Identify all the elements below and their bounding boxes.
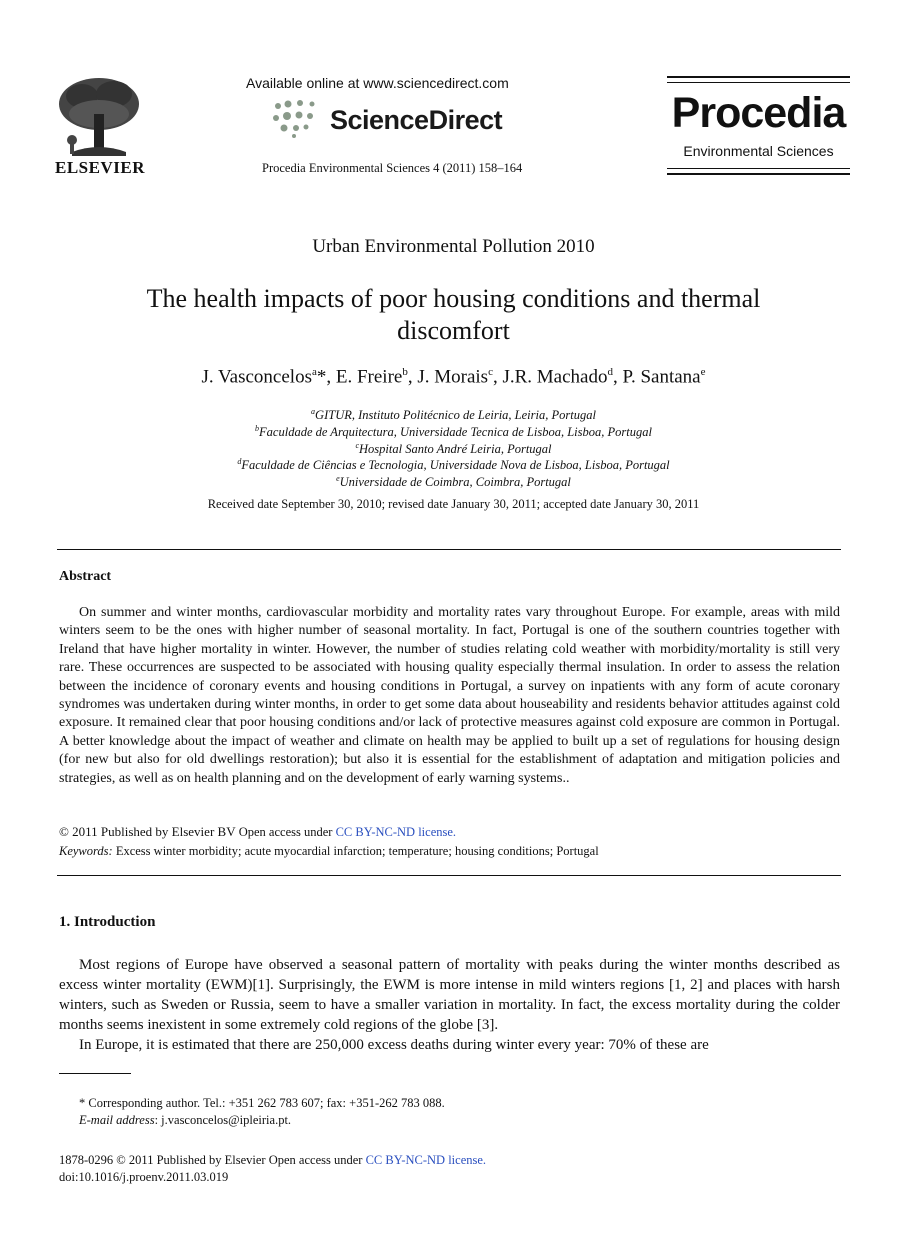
author-list: [0, 366, 907, 388]
email-label: E-mail address: [79, 1113, 155, 1127]
keywords-line: [59, 844, 599, 859]
author-sup: a: [311, 366, 317, 378]
affiliation: [0, 407, 907, 423]
open-access-text: Open access under: [268, 1153, 366, 1167]
section-body: [59, 955, 840, 1055]
divider: [57, 549, 841, 550]
affiliation-text: Faculdade de Arquitectura, Universidade Tecnica de Lisboa, Lisboa, Portugal: [259, 425, 652, 440]
author-name: E. Freire: [335, 366, 403, 388]
license-link[interactable]: CC BY-NC-ND license.: [335, 825, 457, 839]
affiliation-text: Universidade de Coimbra, Coimbra, Portugal: [339, 475, 571, 490]
footnote-rule: [59, 1073, 131, 1074]
affiliation: [0, 474, 907, 490]
paragraph: In Europe, it is estimated that there are 250,000 excess deaths during winter every year: 70% of these are: [79, 1037, 709, 1053]
elsevier-wordmark: ELSEVIER: [55, 158, 145, 177]
affiliation: [0, 441, 907, 457]
affiliation-text: Hospital Santo André Leiria, Portugal: [359, 442, 552, 457]
affiliation-sup: c: [355, 441, 360, 450]
email-address[interactable]: : j.vasconcelos@ipleiria.pt.: [154, 1113, 292, 1127]
abstract-heading: Abstract: [59, 569, 112, 584]
issn-text: 1878-0296 © 2011 Published by Elsevier: [59, 1153, 269, 1167]
author-name: P. Santana: [622, 366, 701, 388]
author-name: J.R. Machado: [502, 366, 608, 388]
affiliation-sup: a: [311, 407, 316, 416]
paragraph: Most regions of Europe have observed a seasonal pattern of mortality with peaks during the winter months described as excess winter mortality (EWM)[1]. Surprisingly, the EWM is more intense in mild winters regions [1, 2] and places with harsh winters, such as Sweden or Russia, seem to have a smaller variation in mortality. In fact, the excess mortality during the colder months seems inexistent in some extremely cold regions of the globe [3].: [59, 957, 840, 1033]
journal-reference: Procedia Environmental Sciences 4 (2011) 158–164: [262, 161, 523, 175]
author-sup: b: [402, 366, 408, 378]
procedia-logo: Procedia: [671, 89, 846, 137]
author-sep: ,: [407, 366, 418, 388]
section-heading: 1. Introduction: [59, 914, 156, 930]
available-online-text[interactable]: Available online at www.sciencedirect.com: [246, 75, 509, 91]
author-sep: ,: [492, 366, 503, 388]
author-sup: d: [607, 366, 613, 378]
author-name: J. Morais: [417, 366, 489, 388]
procedia-rule: [667, 173, 850, 175]
copyright-text: © 2011 Published by Elsevier BV: [59, 824, 236, 839]
doi-line[interactable]: doi:10.1016/j.proenv.2011.03.019: [59, 1170, 229, 1184]
license-link[interactable]: CC BY-NC-ND license.: [365, 1153, 487, 1167]
divider: [57, 875, 841, 876]
sciencedirect-wordmark: ScienceDirect: [330, 105, 503, 135]
procedia-subtitle: Environmental Sciences: [683, 143, 834, 159]
author-sup: c: [488, 366, 493, 378]
procedia-rule: [667, 82, 850, 83]
keywords-label: Keywords:: [59, 844, 113, 858]
keywords-text: Excess winter morbidity; acute myocardial infarction; temperature; housing conditions; Portugal: [112, 844, 599, 858]
affiliation-sup: e: [336, 474, 340, 483]
procedia-rule: [667, 168, 850, 169]
affiliation-text: GITUR, Instituto Politécnico de Leiria, Leiria, Portugal: [315, 408, 596, 423]
open-access-text: Open access under: [235, 825, 336, 839]
footnote-corresponding: * Corresponding author. Tel.: +351 262 783 607; fax: +351-262 783 088.: [79, 1096, 445, 1110]
conference-name: Urban Environmental Pollution 2010: [312, 236, 595, 257]
received-dates: Received date September 30, 2010; revised date January 30, 2011; accepted date January 30, 2011: [207, 497, 700, 511]
copyright-line: [59, 824, 456, 840]
author-name: J. Vasconcelos: [201, 366, 312, 388]
author-sep: *,: [316, 366, 336, 388]
affiliation: [0, 424, 907, 440]
author-sep: ,: [612, 366, 623, 388]
footnote-email: [79, 1113, 291, 1128]
paper-title: The health impacts of poor housing conditions and thermal discomfort: [146, 284, 761, 345]
affiliation-sup: d: [237, 457, 242, 466]
sciencedirect-dots-icon: [270, 98, 326, 138]
affiliation-text: Faculdade de Ciências e Tecnologia, Universidade Nova de Lisboa, Lisboa, Portugal: [241, 458, 670, 473]
affiliation-sup: b: [255, 424, 260, 433]
author-sup: e: [700, 366, 706, 378]
procedia-rule: [667, 76, 850, 78]
abstract-body: On summer and winter months, cardiovascular morbidity and mortality rates vary throughout Europe. For example, areas with mild winters seem to be the ones with higher number of seasonal mortality. In fact, Portugal is one of the southern countries together with Ireland that have higher mortality in winter. However, the number of studies relating cold weather with morbidity/mortality is still very rare. These occurrences are suspected to be associated with housing quality especially thermal insulation. In order to assess the relation between the incidence of coronary events and housing conditions in Portugal, a survey on inpatients with any form of acute coronary syndromes was undertaken during winter months, in order to get some data about houseability and residents behavior attitudes against cold exposure. It remained clear that poor housing conditions and/or lack of protective measures against cold exposure are common in Portugal. A better knowledge about the impact of weather and climate on health may be applied to built up a set of regulations for housing design (for new but also for old dwellings restoration); but also it is essential for the establishment of adaptation and mitigation policies and strategies, as well as on health planning and on the development of early warning systems..: [59, 605, 840, 786]
affiliation: [0, 457, 907, 473]
issn-line: [59, 1153, 486, 1168]
